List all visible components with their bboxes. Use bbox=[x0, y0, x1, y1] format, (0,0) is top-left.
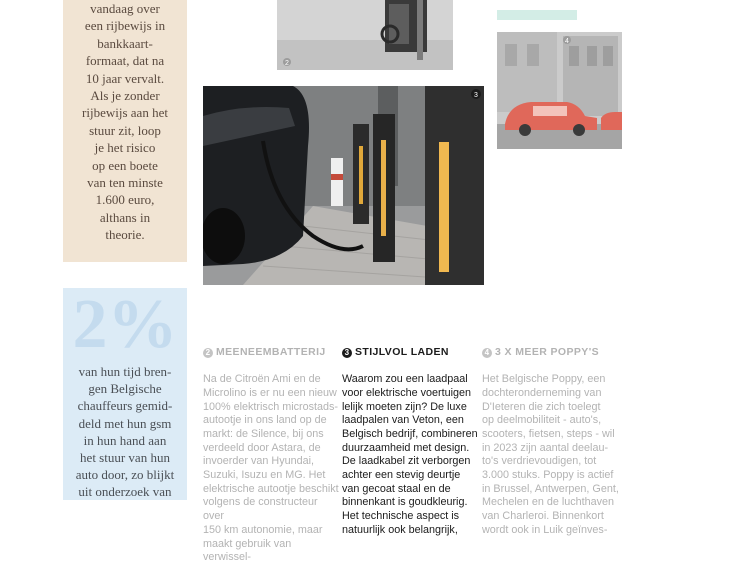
photo-charging-illustration bbox=[203, 86, 484, 285]
article-title bbox=[342, 346, 480, 360]
article-body: Na de Citroën Ami en de Microlino is er nu een nieuw 100% elektrisch microstads- autootje in ons land op de markt: de Silence, bij ons verdeeld door Astara, de invoerder van Hyundai, Suzuki, Isuzu en MG. Het elektrische autootje beschikt volgens de constructeur over 150 km autonomie, maar maakt gebruik van verwissel- bbox=[203, 373, 339, 564]
photo-poppy-illustration bbox=[497, 32, 622, 149]
article-number-badge: 4 bbox=[482, 348, 492, 358]
article-number-badge: 2 bbox=[203, 348, 213, 358]
photo-microcar-illustration bbox=[277, 0, 453, 70]
stat-text: van hun tijd bren- gen Belgische chauffeurs gemid- deld met hun gsm in hun hand aan het stuur van hun auto door, zo blijkt uit onderzoek van bbox=[75, 364, 175, 500]
accent-bar bbox=[497, 10, 577, 20]
photo-microcar bbox=[277, 0, 453, 70]
article-meer-poppys bbox=[482, 332, 620, 551]
article-number-badge: 3 bbox=[342, 348, 352, 358]
article-title-text: MEENEEMBATTERIJ bbox=[216, 345, 326, 358]
article-title bbox=[482, 346, 620, 360]
photo-charging-station bbox=[203, 86, 484, 285]
article-title bbox=[203, 346, 341, 360]
article-meeneembatterij bbox=[203, 332, 341, 579]
article-title-text: STIJLVOL LADEN bbox=[355, 345, 449, 358]
stat-value: 2% bbox=[72, 286, 178, 363]
article-body: Het Belgische Poppy, een dochteronderneming van D'Ieteren die zich toelegt op deelmobiliteit - auto's, scooters, fietsen, steps - wil in 2023 zijn aantal deelau- to's verdrievoudigen, tot 3.000 stuks. Poppy is actief in Brussel, Antwerpen, Gent, Mechelen en de luchthaven van Charleroi. Binnenkort wordt ook in Luik geïnves- bbox=[482, 373, 619, 536]
photo-main-number: 3 bbox=[474, 92, 478, 99]
article-title-text: 3 X MEER POPPY'S bbox=[495, 345, 600, 358]
sidebar-quote-text: vandaag over een rijbewijs in bankkaart- formaat, dat na 10 jaar vervalt. Als je zonder rijbewijs aan het stuur zit, loop je het risico op een boete van ten minste 1.600 euro, althans in theorie. bbox=[82, 1, 168, 243]
article-stijlvol-laden bbox=[342, 332, 480, 551]
photo-top-number: 2 bbox=[285, 60, 289, 67]
photo-right-number: 4 bbox=[565, 38, 569, 45]
photo-poppy-car bbox=[497, 32, 622, 149]
article-body: Waarom zou een laadpaal voor elektrische voertuigen lelijk moeten zijn? De luxe laadpalen van Veton, een Belgisch bedrijf, combineren duurzaamheid met design. De laadkabel zit verborgen achter een stevig deurtje van gecoat staal en de binnenkant is goudkleurig. Het technische aspect is natuurlijk ook belangrijk, bbox=[342, 373, 478, 536]
